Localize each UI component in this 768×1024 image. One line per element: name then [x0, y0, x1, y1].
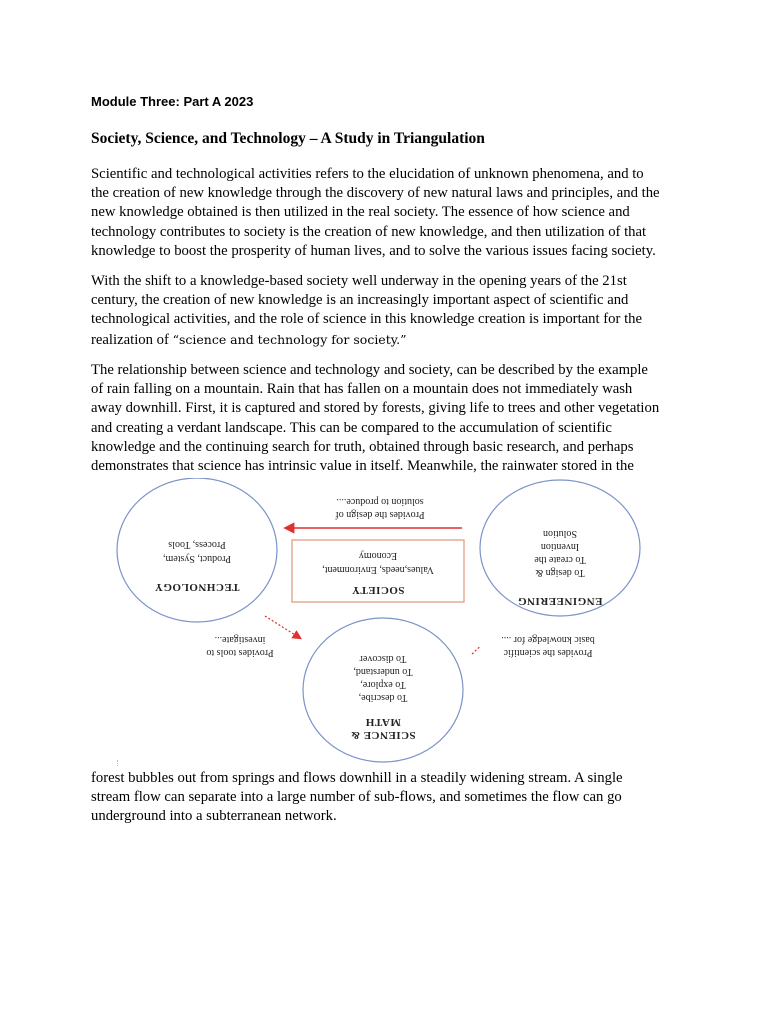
module-heading: Module Three: Part A 2023 [91, 94, 254, 109]
diagram-right-part [468, 478, 758, 698]
science-line: To describe, [358, 692, 408, 703]
paragraph-line: and creating a verdant landscape. This can be compared to the accumulation of scientific [91, 419, 612, 436]
technology-to-science-arrow [265, 616, 300, 638]
engineering-line: To create the [534, 554, 586, 565]
science-title: MATH [365, 716, 401, 728]
paragraph-line: away downhill. First, it is captured and stored by forests, giving life to trees and other vegetation [91, 400, 660, 417]
arrow-label-line: Provides tools to [206, 647, 274, 658]
society-text-group [322, 550, 434, 596]
document-title: Society, Science, and Technology – A Study in Triangulation [91, 130, 485, 147]
science-text-group [350, 653, 415, 741]
scientific-arrow-label [501, 634, 595, 658]
paragraph-1 [91, 165, 660, 261]
paragraph-line: new knowledge obtained is then utilized in the real society. The essence of how science and [91, 204, 630, 221]
paragraph-2 [91, 272, 642, 350]
paragraph-3 [91, 361, 659, 476]
paragraph-line: technology contributes to society is the creation of new knowledge, and then utilization of that [91, 223, 647, 240]
tools-arrow-label [206, 634, 273, 658]
paragraph-line: of rain falling on a mountain. Rain that has fallen on a mountain does not immediately wash [91, 381, 633, 398]
technology-text-group [154, 539, 239, 593]
paragraph-line-with-quote [91, 330, 642, 350]
paragraph-line: forest bubbles out from springs and flows downhill in a steadily widening stream. A single [91, 770, 623, 786]
paragraph-line: realization of [91, 331, 173, 348]
engineering-line: Invention [540, 541, 580, 552]
diagram-svg [100, 478, 480, 778]
arrow-label-line: solution to produce.... [336, 496, 424, 507]
dotted-mark [117, 760, 120, 766]
technology-line: Product, System, [162, 553, 232, 564]
diagram-right-svg [468, 478, 758, 698]
society-line: Economy [358, 550, 398, 561]
paragraph-4 [91, 769, 623, 827]
paragraph-line: Scientific and technological activities refers to the elucidation of unknown phenomena, and to [91, 166, 644, 182]
paragraph-line: The relationship between science and technology and society, can be described by the example [91, 362, 648, 378]
science-line: To explore, [360, 679, 406, 690]
arrow-label-line: Provides the scientific [503, 647, 593, 658]
paragraph-line: underground into a subterranean network. [91, 808, 337, 825]
science-line: To discover [359, 653, 407, 664]
paragraph-line: the creation of new knowledge through the discovery of new natural laws and principles, and the [91, 185, 660, 202]
engineering-line: Solution [543, 528, 577, 539]
arrow-label-line: Provides the design of [335, 509, 425, 520]
paragraph-line: technological activities, and the role of science in this knowledge creation is important for the [91, 311, 643, 328]
engineering-text-group [518, 528, 603, 607]
science-line: To understand, [353, 666, 413, 677]
paragraph-line: With the shift to a knowledge-based society well underway in the opening years of the 21st [91, 273, 627, 289]
society-line: Values,needs, Environment, [322, 564, 434, 575]
paragraph-line: century, the creation of new knowledge is an increasingly important aspect of scientific and [91, 292, 629, 309]
technology-line: Process, Tools [168, 539, 226, 550]
design-arrow-label [335, 496, 425, 520]
society-title: SOCIETY [351, 584, 405, 596]
paragraph-line: stream flow can separate into a large number of sub-flows, and sometimes the flow can go [91, 789, 622, 806]
engineering-title: ENGINEERING [517, 595, 603, 607]
triangulation-diagram [100, 478, 480, 778]
paragraph-line: knowledge to boost the prosperity of human lives, and to solve the various issues facing society. [91, 242, 656, 259]
technology-title: TECHNOLOGY [154, 581, 240, 593]
quoted-phrase: “science and technology for society.” [172, 331, 407, 347]
paragraph-line: knowledge and the continuing search for truth, obtained through basic research, and perhaps [91, 438, 634, 455]
engineering-line: To design & [535, 567, 585, 578]
paragraph-line: demonstrates that science has intrinsic value in itself. Meanwhile, the rainwater stored in the [91, 458, 634, 475]
science-title: SCIENCE & [350, 729, 416, 741]
arrow-label-line: basic knowledge for .... [501, 634, 595, 645]
arrow-label-line: investigate... [214, 634, 266, 645]
